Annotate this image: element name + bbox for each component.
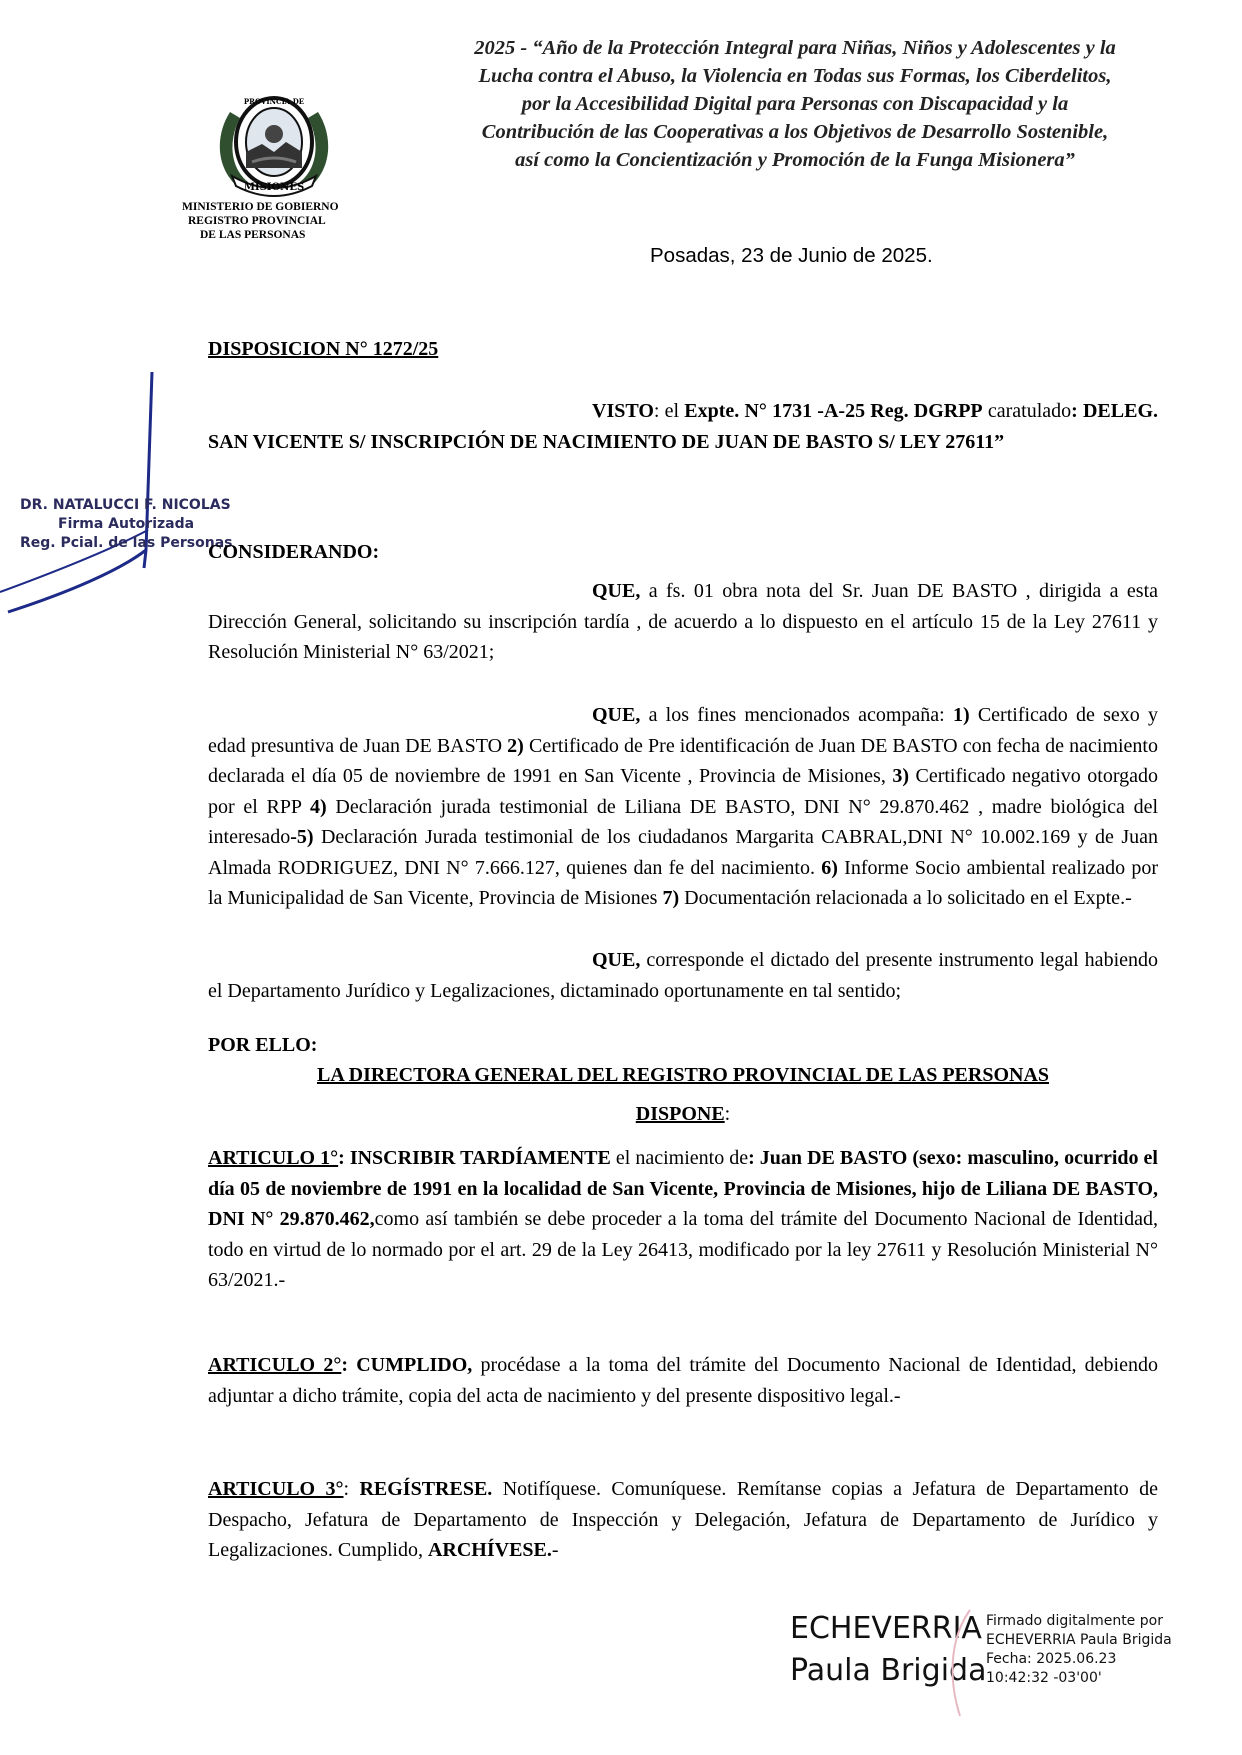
article-3-label: ARTICULO 3° [208, 1478, 344, 1500]
signer-name: ECHEVERRIA Paula Brigida [790, 1611, 987, 1688]
article-2-label: ARTICULO 2° [208, 1354, 342, 1376]
signature-metadata: Firmado digitalmente por ECHEVERRIA Paula Brigida Fecha: 2025.06.23 10:42:32 -03'00' [986, 1613, 1172, 1686]
que-paragraph-3: QUE, corresponde el dictado del presente instrumento legal habiendo el Departamento Jurídico y Legalizaciones, dictaminado oportunamente en tal sentido; [208, 949, 1158, 1002]
article-3: ARTICULO 3°: REGÍSTRESE. Notifíquese. Comuníquese. Remítanse copias a Jefatura de Departamento de Despacho, Jefatura de Departamento de Inspección y Delegación, Jefatura de Departamento de Jurídico y Legalizaciones. Cumplido, ARCHÍVESE.- [208, 1478, 1158, 1561]
article-1: ARTICULO 1°: INSCRIBIR TARDÍAMENTE el nacimiento de: Juan DE BASTO (sexo: masculino, ocurrido el día 05 de noviembre de 1991 en la localidad de San Vicente, Provincia de Misiones, hijo de Liliana DE BASTO, DNI N° 29.870.462,como así también se debe proceder a la toma del trámite del Documento Nacional de Identidad, todo en virtud de lo normado por el art. 29 de la Ley 26413, modificado por la ley 27611 y Resolución Ministerial N° 63/2021.- [208, 1147, 1158, 1291]
dispone-heading: DISPONE: [635, 1103, 731, 1125]
ministry-line: REGISTRO PROVINCIAL [188, 215, 326, 227]
motto-line: Contribución de las Cooperativas a los Objetivos de Desarrollo Sostenible, [481, 121, 1109, 143]
que-paragraph-1: QUE, a fs. 01 obra nota del Sr. Juan DE BASTO , dirigida a esta Dirección General, solicitando su inscripción tardía , de acuerdo a lo dispuesto en el artículo 15 de la Ley 27611 y Resolución Ministerial N° 63/2021; [208, 580, 1158, 663]
expediente-number: Expte. N° 1731 -A-25 Reg. DGRPP [684, 400, 983, 422]
motto-line: 2025 - “Año de la Protección Integral para Niñas, Niños y Adolescentes y la [474, 37, 1116, 59]
stamp-office: Reg. Pcial. de las Personas [20, 535, 233, 551]
article-2: ARTICULO 2°: CUMPLIDO, procédase a la toma del trámite del Documento Nacional de Identidad, debiendo adjuntar a dicho trámite, copia del acta de nacimiento y del presente dispositivo legal.- [208, 1354, 1158, 1407]
authority-heading: LA DIRECTORA GENERAL DEL REGISTRO PROVINCIAL DE LAS PERSONAS [316, 1064, 1050, 1086]
ministry-line: MINISTERIO DE GOBIERNO [182, 201, 339, 213]
motto-line: así como la Concientización y Promoción de la Funga Misionera” [515, 149, 1075, 171]
seal-bottom-text: MISIONES [243, 182, 305, 193]
que-paragraph-2: QUE, a los fines mencionados acompaña: 1) Certificado de sexo y edad presuntiva de Juan DE BASTO 2) Certificado de Pre identificación de Juan DE BASTO con fecha de nacimiento declarada el día 05 de noviembre de 1991 en San Vicente , Provincia de Misiones, 3) Certificado negativo otorgado por el RPP 4) Declaración jurada testimonial de Liliana DE BASTO, DNI N° 29.870.462 , madre biológica del interesado-5) Declaración Jurada testimonial de los ciudadanos Margarita CABRAL,DNI N° 10.002.169 y de Juan Almada RODRIGUEZ, DNI N° 7.666.127, quienes dan fe del nacimiento. 6) Informe Socio ambiental realizado por la Municipalidad de San Vicente, Provincia de Misiones 7) Documentación relacionada a lo solicitado en el Expte.- [208, 704, 1159, 909]
caratula: : DELEG. SAN VICENTE S/ INSCRIPCIÓN DE NACIMIENTO DE JUAN DE BASTO S/ LEY 27611” [208, 400, 1159, 453]
signature-flourish-icon [940, 1608, 980, 1718]
motto-line: por la Accesibilidad Digital para Personas con Discapacidad y la [521, 93, 1069, 115]
stamp-name: DR. NATALUCCI F. NICOLAS [20, 497, 231, 513]
motto-line: Lucha contra el Abuso, la Violencia en Todas sus Formas, los Ciberdelitos, [478, 65, 1112, 87]
ministry-line: DE LAS PERSONAS [200, 229, 306, 241]
year-motto [420, 34, 1170, 174]
handwritten-signature-icon [0, 360, 240, 620]
authorized-signature-stamp [20, 496, 233, 553]
article-1-label: ARTICULO 1° [208, 1147, 339, 1169]
disposition-title: DISPOSICION N° 1272/25 [208, 338, 439, 360]
digital-signature [790, 1608, 1210, 1718]
stamp-role: Firma Autorizada [58, 516, 195, 532]
por-ello-heading: POR ELLO: [208, 1034, 318, 1056]
misiones-seal-icon [212, 82, 336, 200]
considerando-heading: CONSIDERANDO: [208, 541, 380, 563]
document-date: Posadas, 23 de Junio de 2025. [650, 244, 933, 267]
visto-paragraph: VISTO: el Expte. N° 1731 -A-25 Reg. DGRPP caratulado: DELEG. SAN VICENTE S/ INSCRIPCIÓN DE NACIMIENTO DE JUAN DE BASTO S/ LEY 27611” [208, 400, 1159, 453]
ministry-heading [150, 200, 372, 242]
seal-top-text: PROVINCIA DE [243, 97, 305, 106]
visto-label: VISTO [592, 400, 654, 422]
